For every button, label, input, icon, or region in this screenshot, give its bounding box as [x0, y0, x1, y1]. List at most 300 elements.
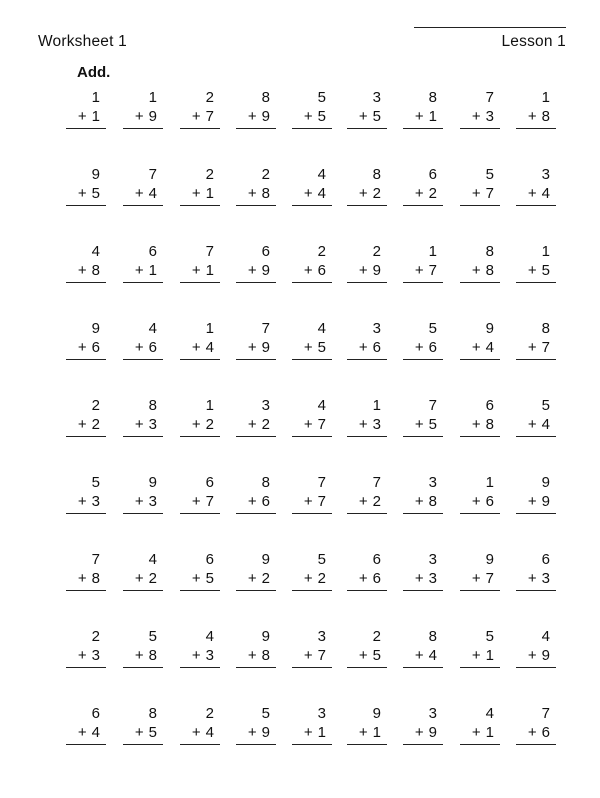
addition-problem[interactable]	[180, 627, 220, 668]
plus-sign: +	[134, 570, 144, 587]
bottom-addend-value: 5	[372, 108, 381, 125]
addition-problem[interactable]	[292, 473, 332, 514]
plus-sign: +	[303, 262, 313, 279]
bottom-addend-value: 3	[205, 647, 214, 664]
top-addend: 9	[261, 628, 270, 645]
addition-problem[interactable]	[460, 396, 500, 437]
addition-problem[interactable]	[460, 627, 500, 668]
top-addend: 4	[485, 705, 494, 722]
top-addend: 7	[541, 705, 550, 722]
top-addend: 6	[372, 551, 381, 568]
plus-sign: +	[191, 416, 201, 433]
top-addend: 1	[205, 397, 214, 414]
addition-problem[interactable]	[403, 319, 443, 360]
plus-sign: +	[358, 262, 368, 279]
bottom-addend-value: 9	[261, 724, 270, 741]
top-addend: 7	[317, 474, 326, 491]
bottom-addend	[180, 569, 220, 591]
addition-problem[interactable]	[460, 88, 500, 129]
plus-sign: +	[191, 647, 201, 664]
bottom-addend-value: 6	[372, 339, 381, 356]
addition-problem[interactable]	[180, 165, 220, 206]
plus-sign: +	[358, 339, 368, 356]
top-addend: 5	[148, 628, 157, 645]
addition-problem[interactable]	[347, 627, 387, 668]
addition-problem[interactable]	[516, 88, 556, 129]
top-addend: 3	[317, 628, 326, 645]
bottom-addend	[403, 569, 443, 591]
plus-sign: +	[527, 724, 537, 741]
bottom-addend	[403, 107, 443, 129]
addition-problem[interactable]	[403, 627, 443, 668]
addition-problem[interactable]	[236, 550, 276, 591]
addition-problem[interactable]	[66, 473, 106, 514]
bottom-addend	[236, 415, 276, 437]
addition-problem[interactable]	[347, 242, 387, 283]
plus-sign: +	[414, 647, 424, 664]
plus-sign: +	[191, 262, 201, 279]
addition-problem[interactable]	[236, 396, 276, 437]
plus-sign: +	[191, 108, 201, 125]
bottom-addend	[236, 184, 276, 206]
addition-problem[interactable]	[403, 396, 443, 437]
bottom-addend	[236, 107, 276, 129]
top-addend: 6	[261, 243, 270, 260]
top-addend: 1	[541, 89, 550, 106]
addition-problem[interactable]	[516, 165, 556, 206]
top-addend: 6	[148, 243, 157, 260]
worksheet-title: Worksheet 1	[38, 33, 127, 50]
top-addend: 9	[485, 320, 494, 337]
bottom-addend	[403, 415, 443, 437]
plus-sign: +	[303, 108, 313, 125]
lesson-title: Lesson 1	[501, 33, 566, 50]
addition-problem[interactable]	[180, 473, 220, 514]
top-addend: 5	[485, 166, 494, 183]
top-addend: 4	[205, 628, 214, 645]
bottom-addend-value: 7	[428, 262, 437, 279]
bottom-addend	[66, 723, 106, 745]
plus-sign: +	[471, 185, 481, 202]
top-addend: 9	[261, 551, 270, 568]
top-addend: 8	[372, 166, 381, 183]
addition-problem[interactable]	[180, 550, 220, 591]
plus-sign: +	[527, 493, 537, 510]
bottom-addend-value: 1	[372, 724, 381, 741]
addition-problem[interactable]	[403, 88, 443, 129]
bottom-addend	[180, 261, 220, 283]
plus-sign: +	[414, 570, 424, 587]
top-addend: 2	[372, 243, 381, 260]
plus-sign: +	[303, 416, 313, 433]
bottom-addend-value: 3	[541, 570, 550, 587]
bottom-addend	[347, 338, 387, 360]
addition-problem[interactable]	[66, 396, 106, 437]
top-addend: 7	[485, 89, 494, 106]
bottom-addend-value: 9	[261, 339, 270, 356]
addition-problem[interactable]	[292, 165, 332, 206]
bottom-addend-value: 5	[372, 647, 381, 664]
bottom-addend	[123, 261, 163, 283]
bottom-addend-value: 2	[317, 570, 326, 587]
addition-problem[interactable]	[292, 319, 332, 360]
bottom-addend	[236, 492, 276, 514]
top-addend: 4	[148, 551, 157, 568]
addition-problem[interactable]	[403, 242, 443, 283]
top-addend: 2	[205, 705, 214, 722]
addition-problem[interactable]	[180, 88, 220, 129]
addition-problem[interactable]	[123, 627, 163, 668]
top-addend: 2	[91, 397, 100, 414]
plus-sign: +	[134, 416, 144, 433]
bottom-addend-value: 8	[428, 493, 437, 510]
plus-sign: +	[527, 339, 537, 356]
top-addend: 9	[372, 705, 381, 722]
bottom-addend-value: 7	[317, 416, 326, 433]
bottom-addend	[516, 492, 556, 514]
plus-sign: +	[247, 339, 257, 356]
instruction-label: Add.	[77, 64, 111, 81]
addition-problem[interactable]	[123, 165, 163, 206]
top-addend: 7	[205, 243, 214, 260]
plus-sign: +	[77, 416, 87, 433]
top-addend: 2	[317, 243, 326, 260]
top-addend: 7	[428, 397, 437, 414]
addition-problem[interactable]	[123, 396, 163, 437]
bottom-addend	[292, 107, 332, 129]
bottom-addend	[516, 723, 556, 745]
addition-problem[interactable]	[180, 319, 220, 360]
top-addend: 4	[317, 166, 326, 183]
addition-problem[interactable]	[460, 473, 500, 514]
bottom-addend	[123, 723, 163, 745]
bottom-addend	[347, 184, 387, 206]
addition-problem[interactable]	[66, 88, 106, 129]
top-addend: 8	[485, 243, 494, 260]
bottom-addend-value: 6	[148, 339, 157, 356]
plus-sign: +	[527, 647, 537, 664]
bottom-addend-value: 3	[91, 493, 100, 510]
bottom-addend	[403, 184, 443, 206]
addition-problem[interactable]	[347, 319, 387, 360]
addition-problem[interactable]	[347, 550, 387, 591]
addition-problem[interactable]	[347, 165, 387, 206]
plus-sign: +	[471, 339, 481, 356]
top-addend: 5	[428, 320, 437, 337]
bottom-addend	[292, 261, 332, 283]
bottom-addend-value: 9	[541, 647, 550, 664]
addition-problem[interactable]	[292, 627, 332, 668]
top-addend: 4	[317, 320, 326, 337]
bottom-addend	[347, 569, 387, 591]
addition-problem[interactable]	[236, 88, 276, 129]
plus-sign: +	[527, 108, 537, 125]
top-addend: 5	[261, 705, 270, 722]
bottom-addend-value: 4	[428, 647, 437, 664]
addition-problem[interactable]	[123, 242, 163, 283]
bottom-addend	[236, 569, 276, 591]
bottom-addend-value: 8	[91, 570, 100, 587]
bottom-addend-value: 1	[485, 724, 494, 741]
bottom-addend-value: 2	[261, 570, 270, 587]
addition-problem[interactable]	[66, 627, 106, 668]
bottom-addend-value: 4	[205, 724, 214, 741]
bottom-addend	[180, 723, 220, 745]
top-addend: 5	[485, 628, 494, 645]
addition-problem[interactable]	[516, 627, 556, 668]
addition-problem[interactable]	[403, 704, 443, 745]
bottom-addend	[180, 338, 220, 360]
bottom-addend	[123, 569, 163, 591]
addition-problem[interactable]	[460, 319, 500, 360]
bottom-addend-value: 7	[541, 339, 550, 356]
bottom-addend-value: 9	[148, 108, 157, 125]
bottom-addend	[236, 261, 276, 283]
bottom-addend-value: 4	[541, 416, 550, 433]
bottom-addend	[123, 107, 163, 129]
addition-problem[interactable]	[180, 396, 220, 437]
bottom-addend-value: 8	[541, 108, 550, 125]
bottom-addend-value: 2	[428, 185, 437, 202]
addition-problem[interactable]	[180, 242, 220, 283]
plus-sign: +	[303, 185, 313, 202]
addition-problem[interactable]	[516, 550, 556, 591]
addition-problem[interactable]	[516, 242, 556, 283]
plus-sign: +	[358, 493, 368, 510]
plus-sign: +	[191, 724, 201, 741]
plus-sign: +	[414, 108, 424, 125]
bottom-addend-value: 9	[428, 724, 437, 741]
addition-problem[interactable]	[403, 473, 443, 514]
addition-problem[interactable]	[66, 319, 106, 360]
addition-problem[interactable]	[516, 473, 556, 514]
addition-problem[interactable]	[66, 550, 106, 591]
top-addend: 7	[372, 474, 381, 491]
bottom-addend-value: 4	[485, 339, 494, 356]
bottom-addend	[460, 338, 500, 360]
top-addend: 6	[205, 474, 214, 491]
addition-problem[interactable]	[347, 704, 387, 745]
plus-sign: +	[77, 570, 87, 587]
addition-problem[interactable]	[123, 550, 163, 591]
addition-problem[interactable]	[347, 396, 387, 437]
addition-problem[interactable]	[66, 242, 106, 283]
bottom-addend	[347, 107, 387, 129]
addition-problem[interactable]	[66, 704, 106, 745]
addition-problem[interactable]	[236, 704, 276, 745]
top-addend: 1	[91, 89, 100, 106]
addition-problem[interactable]	[292, 242, 332, 283]
addition-problem[interactable]	[236, 165, 276, 206]
plus-sign: +	[358, 108, 368, 125]
plus-sign: +	[471, 108, 481, 125]
bottom-addend-value: 8	[91, 262, 100, 279]
bottom-addend-value: 6	[317, 262, 326, 279]
addition-problem[interactable]	[460, 550, 500, 591]
plus-sign: +	[77, 647, 87, 664]
bottom-addend	[403, 338, 443, 360]
addition-problem[interactable]	[123, 473, 163, 514]
bottom-addend	[292, 492, 332, 514]
plus-sign: +	[77, 724, 87, 741]
top-addend: 7	[91, 551, 100, 568]
bottom-addend-value: 9	[372, 262, 381, 279]
bottom-addend-value: 7	[317, 647, 326, 664]
bottom-addend	[516, 261, 556, 283]
top-addend: 6	[428, 166, 437, 183]
plus-sign: +	[134, 339, 144, 356]
bottom-addend-value: 3	[372, 416, 381, 433]
addition-problem[interactable]	[292, 396, 332, 437]
top-addend: 5	[91, 474, 100, 491]
plus-sign: +	[358, 185, 368, 202]
bottom-addend-value: 6	[261, 493, 270, 510]
plus-sign: +	[77, 339, 87, 356]
bottom-addend-value: 4	[205, 339, 214, 356]
addition-problem[interactable]	[292, 550, 332, 591]
bottom-addend	[66, 184, 106, 206]
addition-problem[interactable]	[516, 704, 556, 745]
top-addend: 3	[541, 166, 550, 183]
bottom-addend	[403, 646, 443, 668]
addition-problem[interactable]	[460, 704, 500, 745]
top-addend: 1	[428, 243, 437, 260]
top-addend: 7	[148, 166, 157, 183]
bottom-addend-value: 8	[261, 185, 270, 202]
plus-sign: +	[191, 185, 201, 202]
plus-sign: +	[247, 724, 257, 741]
addition-problem[interactable]	[516, 319, 556, 360]
plus-sign: +	[247, 647, 257, 664]
bottom-addend	[292, 646, 332, 668]
plus-sign: +	[77, 493, 87, 510]
bottom-addend	[347, 261, 387, 283]
bottom-addend	[292, 338, 332, 360]
bottom-addend	[292, 569, 332, 591]
bottom-addend-value: 7	[485, 185, 494, 202]
bottom-addend	[292, 723, 332, 745]
bottom-addend-value: 1	[205, 262, 214, 279]
plus-sign: +	[134, 185, 144, 202]
bottom-addend-value: 1	[428, 108, 437, 125]
plus-sign: +	[471, 493, 481, 510]
bottom-addend	[460, 184, 500, 206]
plus-sign: +	[77, 185, 87, 202]
bottom-addend	[123, 338, 163, 360]
bottom-addend-value: 3	[91, 647, 100, 664]
bottom-addend-value: 3	[148, 493, 157, 510]
bottom-addend	[460, 261, 500, 283]
plus-sign: +	[414, 724, 424, 741]
top-addend: 1	[205, 320, 214, 337]
top-addend: 9	[91, 166, 100, 183]
plus-sign: +	[358, 416, 368, 433]
plus-sign: +	[191, 339, 201, 356]
bottom-addend-value: 6	[428, 339, 437, 356]
bottom-addend-value: 5	[205, 570, 214, 587]
bottom-addend-value: 8	[148, 647, 157, 664]
plus-sign: +	[471, 262, 481, 279]
bottom-addend	[66, 107, 106, 129]
plus-sign: +	[247, 416, 257, 433]
addition-problem[interactable]	[516, 396, 556, 437]
addition-problem[interactable]	[460, 165, 500, 206]
bottom-addend-value: 2	[372, 185, 381, 202]
top-addend: 9	[485, 551, 494, 568]
bottom-addend-value: 2	[148, 570, 157, 587]
plus-sign: +	[527, 416, 537, 433]
addition-problem[interactable]	[236, 242, 276, 283]
addition-problem[interactable]	[236, 627, 276, 668]
top-addend: 3	[317, 705, 326, 722]
top-addend: 8	[428, 89, 437, 106]
addition-problem[interactable]	[292, 704, 332, 745]
bottom-addend-value: 7	[205, 108, 214, 125]
bottom-addend-value: 2	[372, 493, 381, 510]
bottom-addend	[123, 646, 163, 668]
addition-problem[interactable]	[236, 473, 276, 514]
addition-problem[interactable]	[403, 165, 443, 206]
addition-problem[interactable]	[66, 165, 106, 206]
plus-sign: +	[414, 493, 424, 510]
bottom-addend	[460, 569, 500, 591]
addition-problem[interactable]	[460, 242, 500, 283]
addition-problem[interactable]	[347, 88, 387, 129]
top-addend: 6	[91, 705, 100, 722]
bottom-addend	[516, 107, 556, 129]
bottom-addend-value: 2	[261, 416, 270, 433]
top-addend: 2	[91, 628, 100, 645]
addition-problem[interactable]	[403, 550, 443, 591]
plus-sign: +	[471, 724, 481, 741]
plus-sign: +	[414, 416, 424, 433]
bottom-addend-value: 6	[541, 724, 550, 741]
top-addend: 1	[148, 89, 157, 106]
addition-problem[interactable]	[292, 88, 332, 129]
bottom-addend	[66, 415, 106, 437]
plus-sign: +	[471, 570, 481, 587]
addition-problem[interactable]	[236, 319, 276, 360]
plus-sign: +	[303, 647, 313, 664]
bottom-addend-value: 1	[317, 724, 326, 741]
plus-sign: +	[134, 493, 144, 510]
addition-problem[interactable]	[347, 473, 387, 514]
plus-sign: +	[134, 724, 144, 741]
bottom-addend-value: 3	[485, 108, 494, 125]
top-addend: 3	[428, 551, 437, 568]
addition-problem[interactable]	[123, 88, 163, 129]
plus-sign: +	[471, 647, 481, 664]
addition-problem[interactable]	[180, 704, 220, 745]
bottom-addend	[180, 492, 220, 514]
bottom-addend	[180, 415, 220, 437]
bottom-addend	[347, 646, 387, 668]
bottom-addend-value: 5	[148, 724, 157, 741]
bottom-addend	[347, 415, 387, 437]
bottom-addend	[460, 646, 500, 668]
top-addend: 3	[428, 474, 437, 491]
addition-problem[interactable]	[123, 319, 163, 360]
bottom-addend	[66, 338, 106, 360]
plus-sign: +	[303, 339, 313, 356]
bottom-addend	[516, 338, 556, 360]
bottom-addend-value: 1	[148, 262, 157, 279]
top-addend: 2	[205, 166, 214, 183]
bottom-addend	[460, 415, 500, 437]
addition-problem[interactable]	[123, 704, 163, 745]
bottom-addend	[460, 723, 500, 745]
bottom-addend	[347, 723, 387, 745]
